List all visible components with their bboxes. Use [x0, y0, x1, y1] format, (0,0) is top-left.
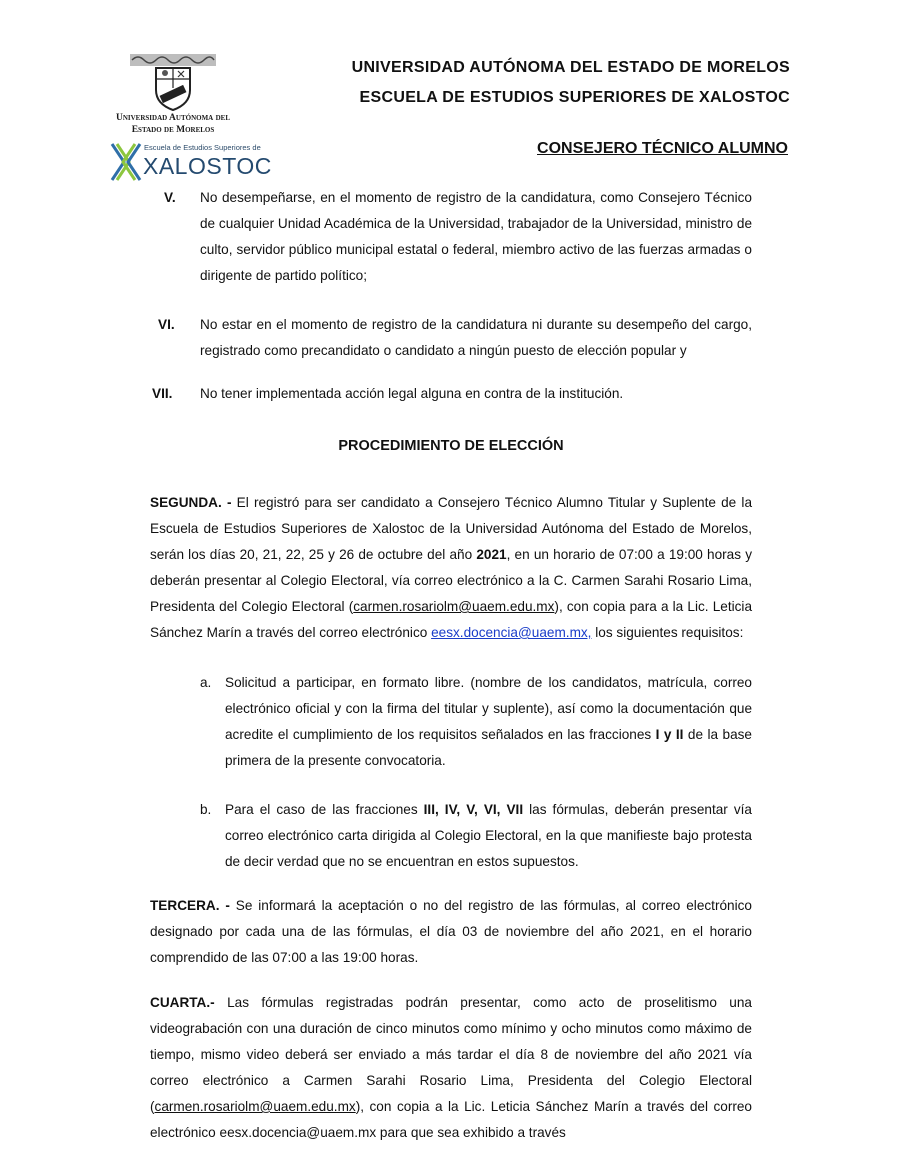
- sublist-text: Solicitud a participar, en formato libre. (nombre de los candidatos, matrícula, correo electrónico oficial y con la firma del titular y suplente), así como la documentación que acredite el cumplimiento de los requisitos señalados en las fracciones: [225, 675, 752, 742]
- school-title: ESCUELA DE ESTUDIOS SUPERIORES DE XALOSTOC: [359, 89, 790, 106]
- sublist-bold: III, IV, V, VI, VII: [423, 802, 524, 817]
- clause-text: ), con copia para a la Lic. Leticia Sánchez Marín a través del correo electrónico: [150, 599, 752, 640]
- email-link[interactable]: carmen.rosariolm@uaem.edu.mx: [353, 599, 555, 614]
- sublist-text: Para el caso de las fracciones: [225, 802, 424, 817]
- xalostoc-name: XALOSTOC: [143, 153, 272, 179]
- requirement-text: No tener implementada acción legal alguna en contra de la institución.: [200, 386, 624, 401]
- xalostoc-logo: [110, 140, 272, 184]
- sublist-item: [225, 670, 752, 774]
- requirement-number: VI.: [158, 317, 175, 332]
- sublist-item: [225, 797, 752, 875]
- sublist-text: las fórmulas, deberán presentar vía correo electrónico carta dirigida al Colegio Electoral, en la que manifieste bajo protesta de decir verdad que no se encuentran en estos supuestos.: [225, 802, 752, 869]
- xalostoc-x-icon: [110, 142, 142, 182]
- sublist-letter: b.: [200, 802, 212, 817]
- requirement-number: V.: [164, 190, 176, 205]
- clause-text: los siguientes requisitos:: [591, 625, 744, 640]
- clause-text: Las fórmulas registradas podrán presentar, como acto de proselitismo una videograbación con una duración de cinco minutos como mínimo y ocho minutos como máximo de tiempo, mismo video deberá ser enviado a más tardar el día 8 de noviembre del año 2021 vía correo electrónico a Carmen Sarahi Rosario Lima, Presidenta del Colegio Electoral (: [150, 995, 752, 1114]
- email-link[interactable]: carmen.rosariolm@uaem.edu.mx: [154, 1099, 356, 1114]
- clause-cuarta: [150, 990, 752, 1146]
- clause-tercera: [150, 893, 752, 971]
- clause-text: , en un horario de 07:00 a 19:00 horas y deberán presentar al Colegio Electoral, vía correo electrónico a la C. Carmen Sarahi Rosario Lima, Presidenta del Colegio Electoral (: [150, 547, 753, 614]
- email-link[interactable]: eesx.docencia@uaem.mx,: [431, 625, 592, 640]
- clause-label: TERCERA. -: [150, 898, 230, 913]
- sublist-bold: I y II: [655, 727, 684, 742]
- clause-text: ), con copia a la Lic. Leticia Sánchez Marín a través del correo electrónico eesx.docencia@uaem.mx para que sea exhibido a través: [150, 1099, 752, 1140]
- uaem-crest-icon: [128, 52, 218, 112]
- section-title: PROCEDIMIENTO DE ELECCIÓN: [338, 438, 564, 454]
- university-title: UNIVERSIDAD AUTÓNOMA DEL ESTADO DE MORELOS: [351, 59, 790, 76]
- clause-label: CUARTA.-: [150, 995, 215, 1010]
- requirement-number: VII.: [152, 386, 173, 401]
- uaem-logo: [108, 52, 238, 138]
- requirement-text: No desempeñarse, en el momento de registro de la candidatura, como Consejero Técnico de cualquier Unidad Académica de la Universidad, trabajador de la Universidad, ministro de culto, servidor público municipal estatal o federal, miembro activo de las fuerzas armadas o dirigente de partido político;: [200, 190, 752, 283]
- xalostoc-subtitle: Escuela de Estudios Superiores de: [144, 143, 261, 152]
- council-title: CONSEJERO TÉCNICO ALUMNO: [537, 140, 788, 157]
- uaem-caption-line1: Universidad Autónoma del: [115, 113, 230, 123]
- clause-label: SEGUNDA. -: [150, 495, 232, 510]
- clause-text: El registró para ser candidato a Consejero Técnico Alumno Titular y Suplente de la Escuela de Estudios Superiores de Xalostoc de la Universidad Autónoma del Estado de Morelos, serán los días 20, 21, 22, 25 y 26 de octubre del año: [150, 495, 753, 562]
- clause-text: Se informará la aceptación o no del registro de las fórmulas, al correo electrónico designado por cada una de las fórmulas, el día 03 de noviembre del año 2021, en el horario comprendido de las 07:00 a las 19:00 horas.: [150, 898, 752, 965]
- uaem-caption-line2: Estado de Morelos: [131, 125, 215, 135]
- clause-segunda: [150, 490, 752, 646]
- clause-year: 2021: [476, 547, 507, 562]
- sublist-text: de la base primera de la presente convocatoria.: [225, 727, 752, 768]
- requirement-text: No estar en el momento de registro de la candidatura ni durante su desempeño del cargo, registrado como precandidato o candidato a ningún puesto de elección popular y: [200, 317, 752, 358]
- sublist-letter: a.: [200, 675, 212, 690]
